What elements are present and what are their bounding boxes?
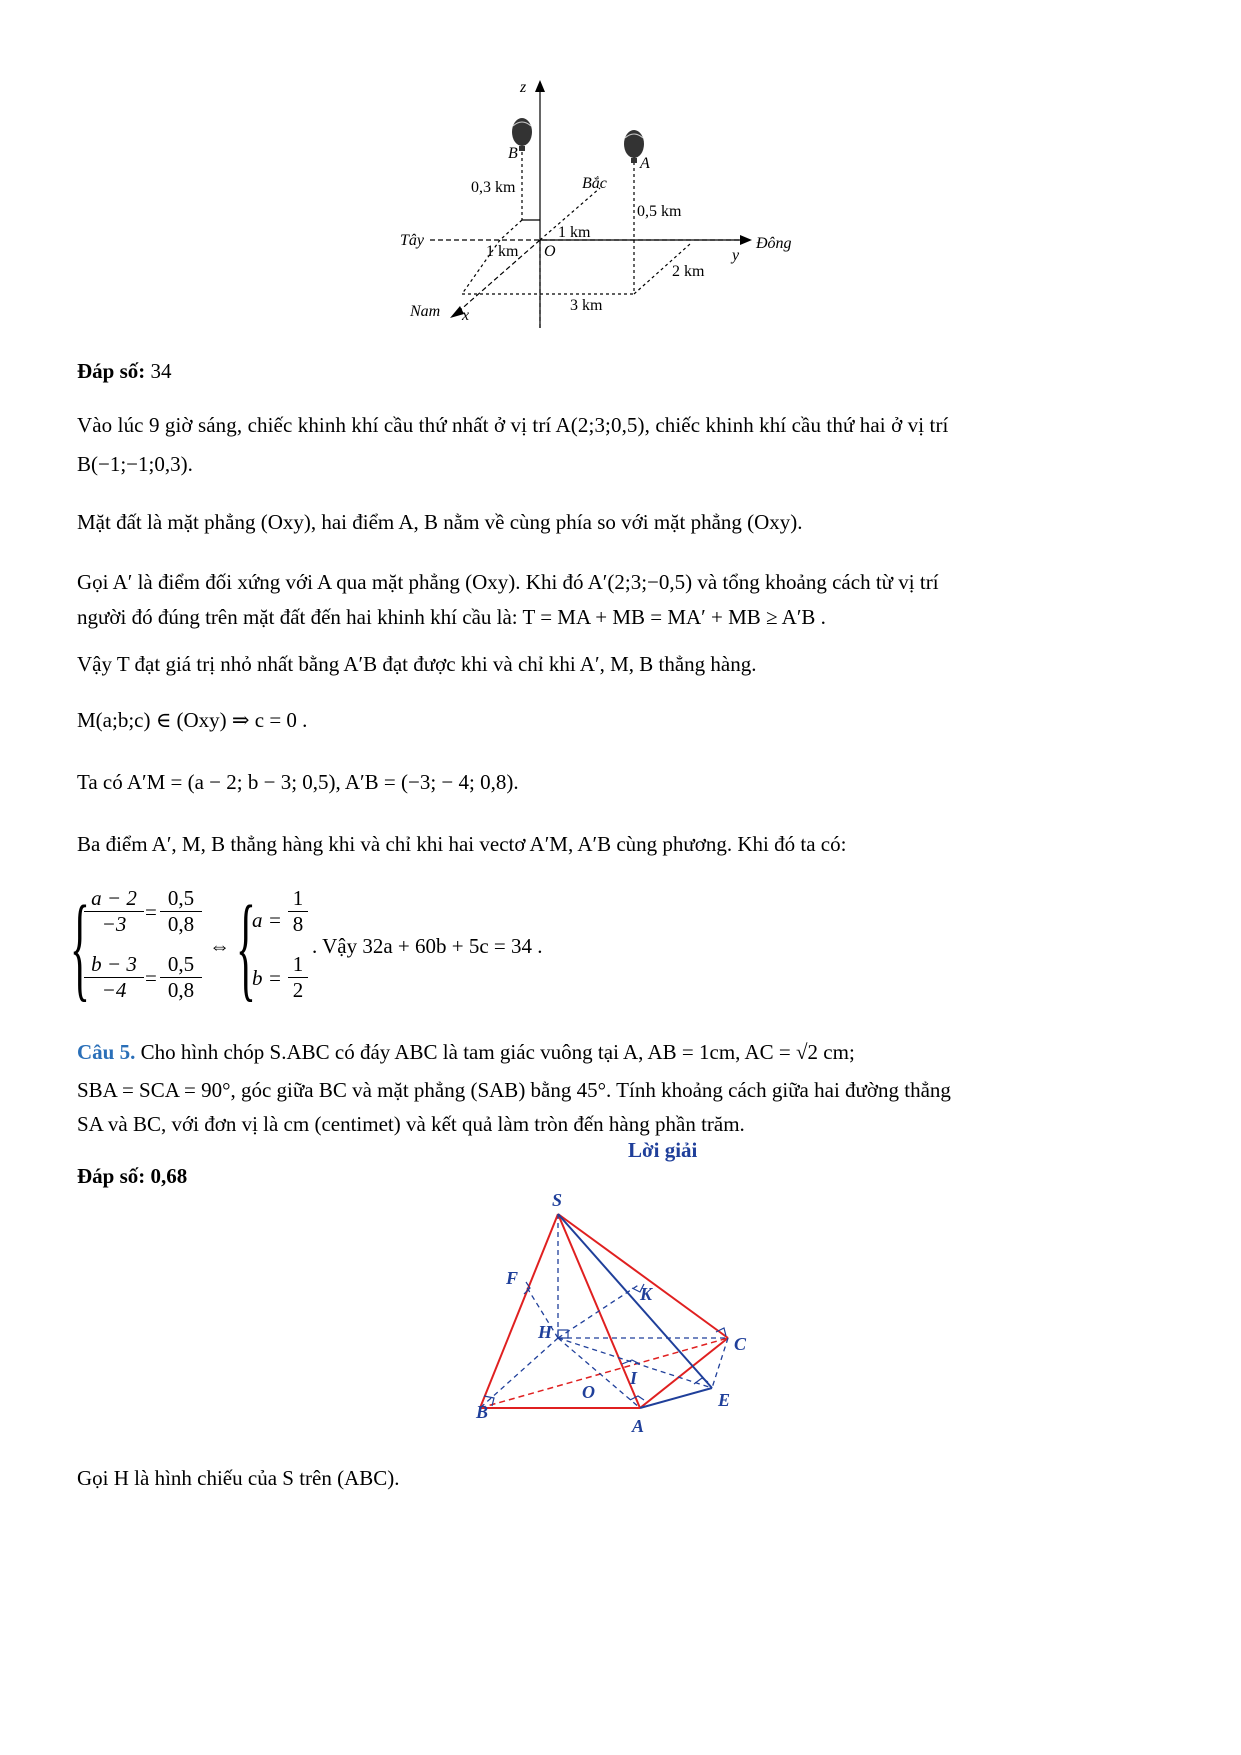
label-c: C <box>734 1334 747 1354</box>
label-b: B <box>508 145 518 162</box>
label-e: E <box>718 1390 731 1410</box>
label-y: y <box>732 247 740 264</box>
question-5-line-1 <box>77 1040 855 1064</box>
paragraph-3-line-1: Gọi A′ là điểm đối xứng với A qua mặt phẳng (Oxy). Khi đó A′(2;3;−0,5) và tổng khoảng cách từ vị trí <box>77 570 939 594</box>
paragraph-6: Ta có A′M = (a − 2; b − 3; 0,5), A′B = (−3; − 4; 0,8). <box>77 770 519 794</box>
answer-1 <box>77 359 172 383</box>
question-5-label: Câu 5. <box>77 1040 136 1064</box>
answer-1-value: 34 <box>150 359 172 383</box>
label-a: A <box>632 1416 645 1436</box>
fraction-4: $\frac{0,5}{0,8}$ <box>160 952 202 1003</box>
fraction-a: $\frac{1}{8}$ <box>288 886 308 937</box>
paragraph-7: Ba điểm A′, M, B thẳng hàng khi và chỉ khi hai vectơ A′M, A′B cùng phương. Khi đó ta có: <box>77 832 847 856</box>
b-equals: b = <box>252 966 282 990</box>
label-3km: 3 km <box>570 297 603 314</box>
equals-2: = <box>145 966 157 990</box>
label-2km: 2 km <box>672 263 705 280</box>
answer-1-label: Đáp số: <box>77 359 146 383</box>
label-b: B <box>476 1402 489 1422</box>
fraction-b: $\frac{1}{2}$ <box>288 952 308 1003</box>
paragraph-3-line-2: người đó đúng trên mặt đất đến hai khinh khí cầu là: T = MA + MB = MA′ + MB ≥ A′B . <box>77 605 826 629</box>
label-height-a: 0,5 km <box>637 203 682 220</box>
label-z: z <box>520 79 527 96</box>
paragraph-8: Gọi H là hình chiếu của S trên (ABC). <box>77 1466 400 1490</box>
label-o: O <box>582 1382 595 1402</box>
label-k: K <box>640 1284 653 1304</box>
label-f: F <box>506 1268 519 1288</box>
label-height-b: 0,3 km <box>471 179 516 196</box>
label-1km-north: 1 km <box>558 224 591 241</box>
system-conclusion: . Vậy 32a + 60b + 5c = 34 . <box>312 934 543 958</box>
label-x: x <box>462 307 470 324</box>
label-a: A <box>640 155 650 172</box>
label-1km-west: 1 km <box>486 243 519 260</box>
fraction-3: $\frac{b - 3}{-4}$ <box>84 952 144 1003</box>
label-east: Đông <box>756 235 792 252</box>
label-west: Tây <box>400 232 424 249</box>
fraction-2: $\frac{0,5}{0,8}$ <box>160 886 202 937</box>
fraction-1: $\frac{a - 2}{-3}$ <box>84 886 144 937</box>
left-brace-1: { <box>70 881 90 1012</box>
a-equals: a = <box>252 908 282 932</box>
paragraph-1-line-2: B(−1;−1;0,3). <box>77 452 193 476</box>
paragraph-4: Vậy T đạt giá trị nhỏ nhất bằng A′B đạt được khi và chỉ khi A′, M, B thẳng hàng. <box>77 652 757 676</box>
iff-symbol: ⇔ <box>209 934 230 958</box>
question-5-line-3: SA và BC, với đơn vị là cm (centimet) và kết quả làm tròn đến hàng phần trăm. <box>77 1112 745 1136</box>
label-s: S <box>552 1190 563 1210</box>
equals-1: = <box>145 900 157 924</box>
balloon-coordinate-figure <box>400 70 820 370</box>
label-north: Bắc <box>582 175 607 192</box>
label-h: H <box>538 1322 553 1342</box>
left-brace-2: { <box>236 881 256 1012</box>
paragraph-2: Mặt đất là mặt phẳng (Oxy), hai điểm A, B nằm về cùng phía so với mặt phẳng (Oxy). <box>77 510 803 534</box>
solution-heading: Lời giải <box>628 1138 698 1162</box>
paragraph-1-line-1: Vào lúc 9 giờ sáng, chiếc khinh khí cầu thứ nhất ở vị trí A(2;3;0,5), chiếc khinh khí cầu thứ hai ở vị trí <box>77 413 949 437</box>
paragraph-5: M(a;b;c) ∈ (Oxy) ⇒ c = 0 . <box>77 708 308 732</box>
question-5-line-2: SBA = SCA = 90°, góc giữa BC và mặt phẳng (SAB) bằng 45°. Tính khoảng cách giữa hai đường thẳng <box>77 1078 951 1102</box>
question-5-text-1: Cho hình chóp S.ABC có đáy ABC là tam giác vuông tại A, AB = 1cm, AC = √2 cm; <box>140 1040 855 1064</box>
label-south: Nam <box>410 303 441 320</box>
label-i: I <box>630 1368 638 1388</box>
answer-2: Đáp số: 0,68 <box>77 1164 188 1188</box>
pyramid-figure <box>476 1188 840 1453</box>
label-origin: O <box>544 243 556 260</box>
